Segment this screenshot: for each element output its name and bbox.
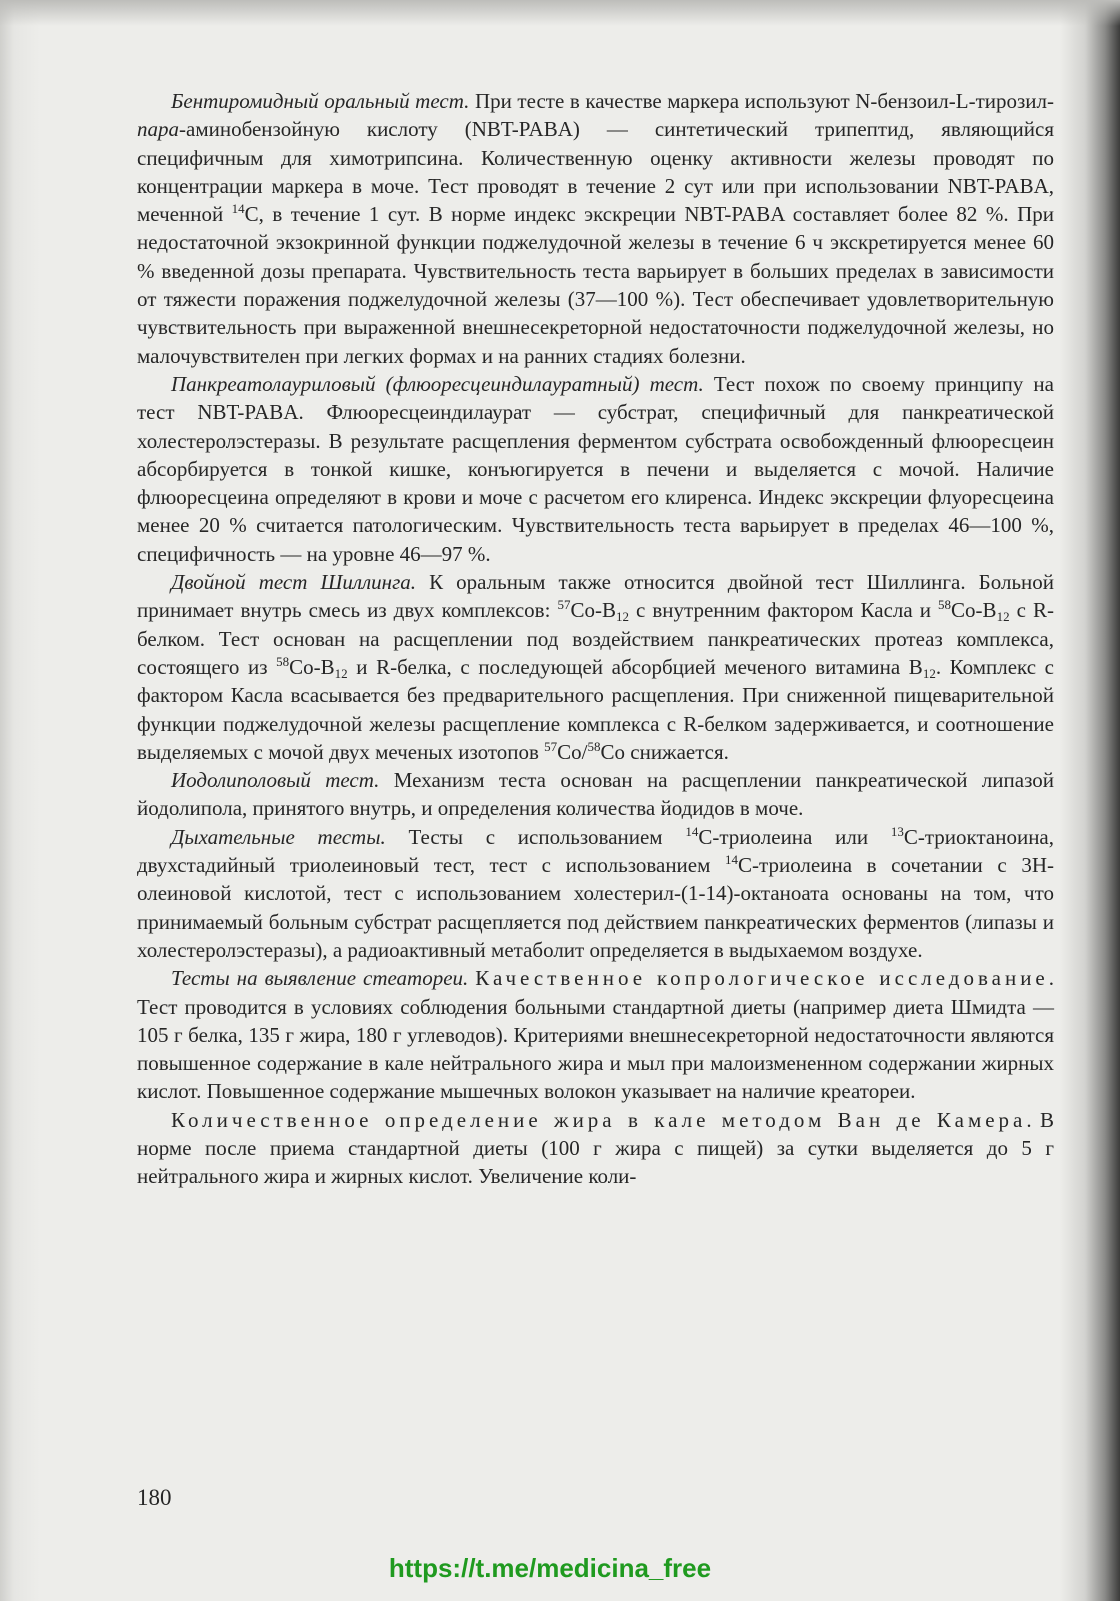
text-run: -аминобензойную кислоту (NBT-PABA) — синтетический трипептид, являющийся специфичным для химотрипсина. Количественную оценку активности железы проводят по концентрации маркера в моче. Тест проводят в течение 2 сут или при использовании NBT-PABA, меченной	[137, 117, 1054, 227]
paragraph-title: Панкреатолауриловый (флюоресцеиндилауратный) тест.	[171, 371, 704, 396]
page-text	[137, 87, 1054, 1191]
paragraph-body	[137, 1108, 1054, 1189]
text-run: C, в течение 1 сут. В норме индекс экскреции NBT-PABA составляет более 82 %. При недостаточной экзокринной функции поджелудочной железы в течение 6 ч экскретируется менее 60 % введенной дозы препарата. Чувствительность теста варьирует в больших пределах в зависимости от тяжести поражения поджелудочной железы (37—100 %). Тест обеспечивает удовлетворительную чувствительность при выраженной внешнесекреторной недостаточности поджелудочной железы, но малочувствителен при легких формах и на ранних стадиях болезни.	[137, 202, 1055, 368]
superscript: 58	[276, 653, 290, 669]
paragraph-title: Тесты на выявление стеатореи.	[171, 966, 469, 991]
text-run: и R-белка, с последующей абсорбцией меченого витамина B	[347, 654, 923, 679]
superscript: 14	[725, 852, 739, 868]
paragraph-body	[137, 570, 1054, 764]
text-run: Co-B	[289, 654, 335, 679]
subscript: 12	[615, 609, 629, 625]
text-run: . В норме после приема стандартной диеты (100 г жира с пищей) за сутки выделяется до 5 г нейтрального жира и жирных кислот. Увеличение коли-	[137, 1107, 1054, 1189]
text-run: Co/	[557, 739, 588, 764]
superscript: 57	[544, 738, 558, 754]
paragraph-schilling	[137, 568, 1054, 766]
paragraph-body	[137, 89, 1054, 368]
superscript: 14	[685, 823, 699, 839]
subscript: 12	[334, 665, 348, 681]
superscript: 57	[557, 597, 571, 613]
text-run: Качественное копрологическое исследование	[475, 966, 1049, 991]
superscript: 14	[231, 201, 245, 217]
paragraph-iodolipol	[137, 766, 1054, 823]
text-run: Механизм теста основан на расщеплении панкреатической липазой йодолипола, принятого внутрь, и определения количества йодидов в моче.	[137, 768, 1054, 821]
text-run: К оральным также относится двойной тест Шиллинга. Больной принимает внутрь смесь из двух комплексов:	[137, 570, 1054, 623]
text-run: Количественное определение жира в кале методом Ван де Камера	[171, 1107, 1027, 1132]
text-run: Тесты с использованием	[385, 824, 686, 849]
text-run: Co снижается.	[600, 739, 729, 764]
text-run: Co-B	[570, 598, 616, 623]
superscript: 13	[890, 823, 904, 839]
paragraph-steatorrhea	[137, 964, 1054, 1105]
watermark-link[interactable]: https://t.me/medicina_free	[388, 1553, 712, 1583]
paragraph-title: Иодолиполовый тест.	[171, 768, 380, 793]
text-run: с R-белком. Тест основан на расщеплении под воздействием панкреатических протеаз комплекса, состоящего из	[137, 598, 1054, 679]
text-run: . Комплекс с фактором Касла всасывается без предварительного расщепления. При сниженной пищеварительной функции поджелудочной железы расщепление комплекса с R-белком задерживается, и соотношение выделяемых с мочой двух меченых изотопов	[137, 654, 1054, 764]
text-run: Co-B	[951, 598, 997, 623]
paragraph-title: Дыхательные тесты.	[171, 824, 386, 849]
scan-shadow	[0, 0, 1120, 26]
superscript: 58	[587, 738, 601, 754]
text-run: C-триоктаноина, двухстадийный триолеиновый тест, тест с использованием	[137, 824, 1054, 878]
paragraph-vandekamer	[137, 1106, 1054, 1191]
text-run: пара	[137, 117, 179, 142]
paragraph-bentiromide	[137, 87, 1054, 370]
paragraph-title: Двойной тест Шиллинга.	[171, 570, 417, 595]
text-run: C-триолеина или	[698, 824, 891, 849]
text-run: Тест похож по своему принципу на тест NBT-PABA. Флюоресцеиндилаурат — субстрат, специфичный для панкреатической холестеролэстеразы. В результате расщепления ферментом субстрата освобожденный флюоресцеин абсорбируется в тонкой кишке, конъюгируется в печени и выделяется с мочой. Наличие флюоресцеина определяют в крови и моче с расчетом его клиренса. Индекс экскреции флуоресцеина менее 20 % считается патологическим. Чувствительность теста варьирует в пределах 46—100 %, специфичность — на уровне 46—97 %.	[137, 371, 1054, 566]
paragraph-breath	[137, 823, 1054, 964]
text-run: При тесте в качестве маркера используют N-бензоил-L-тирозил-	[469, 89, 1054, 113]
page-number: 180	[137, 1485, 172, 1510]
paragraph-pancreolauryl	[137, 370, 1054, 568]
text-run: C-триолеина в сочетании с 3H-олеиновой кислотой, тест с использованием холестерил-(1-14)-октаноата основаны на том, что принимаемый больным субстрат расщепляется под действием панкреатических ферментов (липазы и холестеролэстеразы), а радиоактивный метаболит определяется в выдыхаемом воздухе.	[137, 853, 1054, 962]
text-run: . Тест проводится в условиях соблюдения больными стандартной диеты (например диета Шмидта — 105 г белка, 135 г жира, 180 г углеводов). Критериями внешнесекреторной недостаточности являются повышенное содержание в кале нейтрального жира и мыл при малоизмененном содержании жирных кислот. Повышенное содержание мышечных волокон указывает на наличие креатореи.	[137, 966, 1055, 1104]
text-run: с внутренним фактором Касла и	[628, 598, 939, 623]
paragraph-title: Бентиромидный оральный тест.	[171, 89, 470, 113]
superscript: 58	[938, 597, 952, 613]
subscript: 12	[996, 609, 1010, 625]
paragraph-body	[137, 372, 1054, 566]
subscript: 12	[922, 665, 936, 681]
